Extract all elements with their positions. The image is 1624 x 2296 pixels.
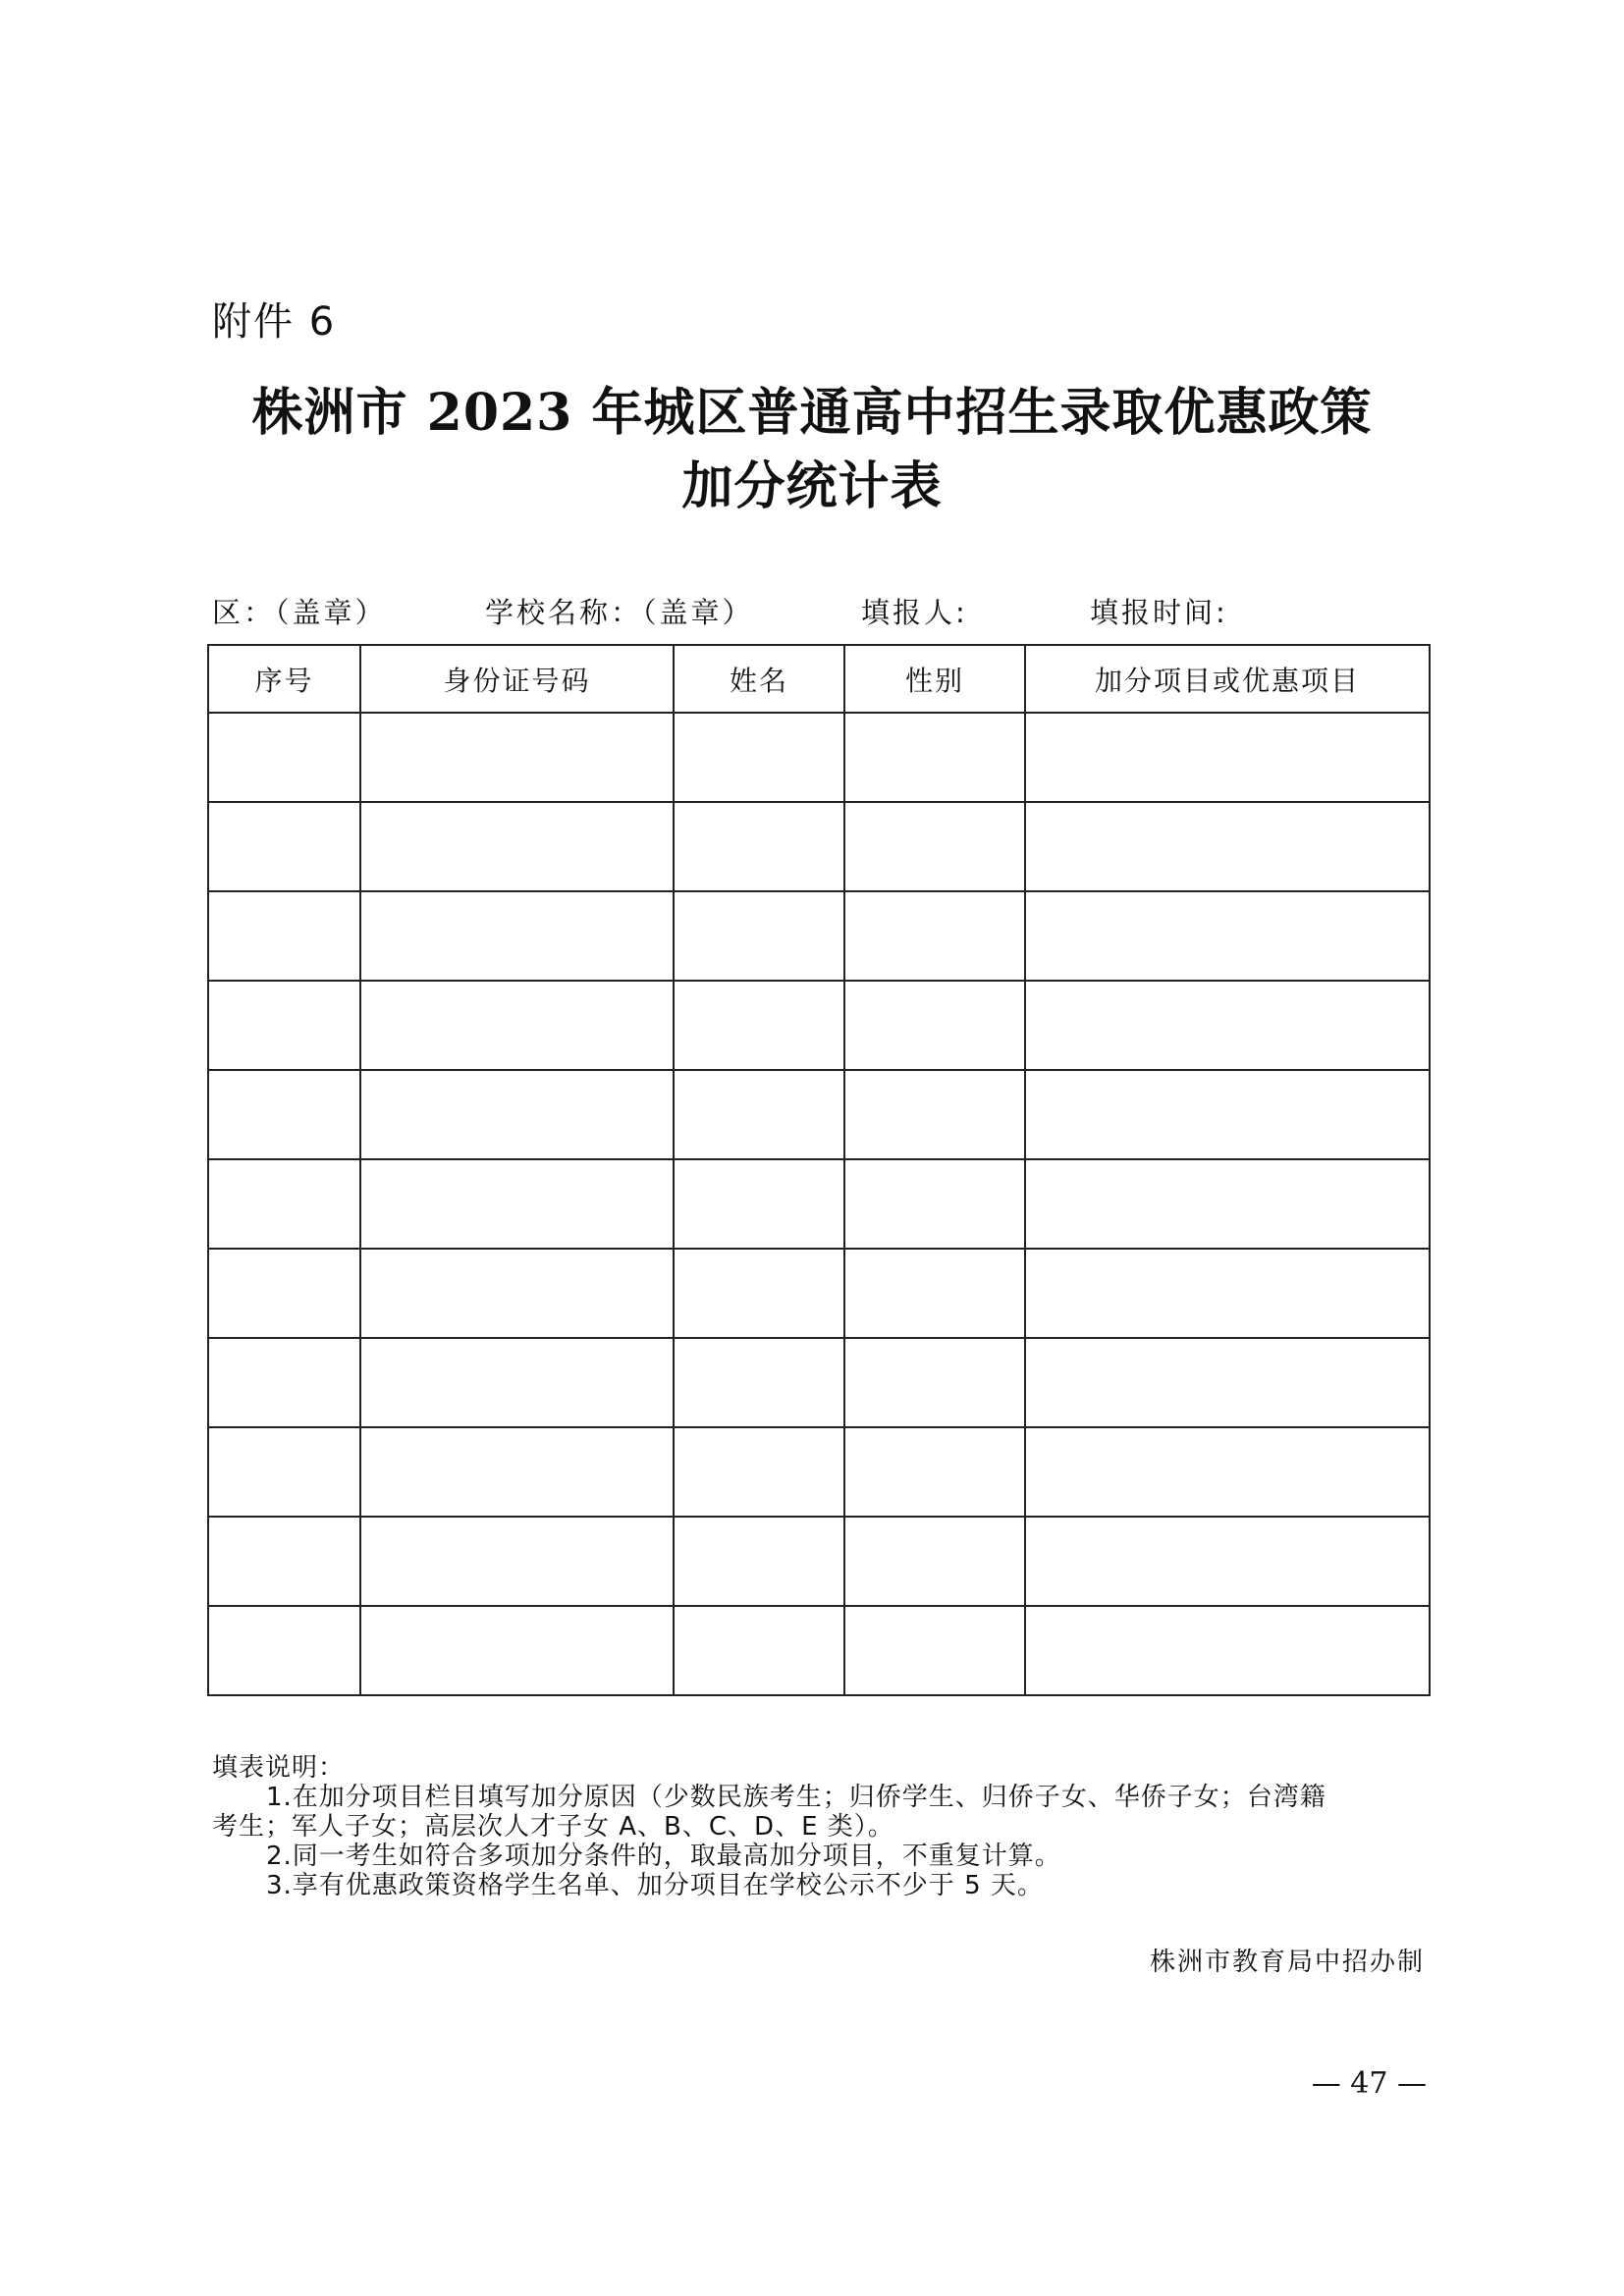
table-cell[interactable] [1025, 1249, 1430, 1338]
table-cell[interactable] [674, 1338, 844, 1427]
document-title-line2: 加分统计表 [681, 456, 943, 516]
annex-label: 附件 6 [212, 299, 337, 345]
statistics-table [207, 644, 1431, 1696]
table-cell[interactable] [674, 1249, 844, 1338]
table-header-row [208, 645, 1430, 713]
instructions-heading: 填表说明： [212, 1753, 346, 1783]
table-cell[interactable] [360, 1517, 674, 1606]
table-cell[interactable] [1025, 1070, 1430, 1159]
header-bonus-item: 加分项目或优惠项目 [1025, 645, 1430, 713]
table-cell[interactable] [360, 1249, 674, 1338]
table-row [208, 1517, 1430, 1606]
instruction-item-2: 2.同一考生如符合多项加分条件的，取最高加分项目，不重复计算。 [266, 1842, 1061, 1871]
table-cell[interactable] [844, 1159, 1025, 1249]
table-cell[interactable] [208, 1606, 360, 1695]
table-cell[interactable] [1025, 981, 1430, 1070]
header-serial-number: 序号 [208, 645, 360, 713]
table-cell[interactable] [208, 1338, 360, 1427]
instruction-item-1-continued: 考生；军人子女；高层次人才子女 A、B、C、D、E 类）。 [212, 1812, 894, 1842]
school-name-field: 学校名称：（盖章） [485, 596, 754, 629]
table-cell[interactable] [360, 713, 674, 802]
table-cell[interactable] [208, 1249, 360, 1338]
table-row [208, 1338, 1430, 1427]
header-id-number: 身份证号码 [360, 645, 674, 713]
table-cell[interactable] [208, 981, 360, 1070]
table-cell[interactable] [208, 1070, 360, 1159]
table-row [208, 981, 1430, 1070]
table-cell[interactable] [360, 1427, 674, 1517]
table-cell[interactable] [674, 802, 844, 891]
table-cell[interactable] [674, 1159, 844, 1249]
table-cell[interactable] [1025, 1606, 1430, 1695]
table-cell[interactable] [844, 802, 1025, 891]
district-field: 区：（盖章） [212, 596, 387, 629]
table-cell[interactable] [1025, 1517, 1430, 1606]
instruction-item-1: 1.在加分项目栏目填写加分原因（少数民族考生；归侨学生、归侨子女、华侨子女；台湾籍 [266, 1783, 1326, 1812]
issuer-label: 株洲市教育局中招办制 [1149, 1948, 1425, 1977]
table-cell[interactable] [674, 981, 844, 1070]
table-cell[interactable] [208, 802, 360, 891]
table-cell[interactable] [360, 1338, 674, 1427]
table-cell[interactable] [1025, 1159, 1430, 1249]
table-cell[interactable] [360, 1159, 674, 1249]
header-gender: 性别 [844, 645, 1025, 713]
table-cell[interactable] [1025, 802, 1430, 891]
table-cell[interactable] [360, 891, 674, 981]
document-title-line1: 株洲市 2023 年城区普通高中招生录取优惠政策 [251, 383, 1373, 443]
table-cell[interactable] [360, 1606, 674, 1695]
table-cell[interactable] [674, 1517, 844, 1606]
table-cell[interactable] [844, 1249, 1025, 1338]
table-cell[interactable] [674, 1427, 844, 1517]
table-cell[interactable] [674, 1606, 844, 1695]
table-body [208, 713, 1430, 1695]
table-cell[interactable] [1025, 891, 1430, 981]
header-name: 姓名 [674, 645, 844, 713]
table-cell[interactable] [844, 713, 1025, 802]
table-row [208, 1427, 1430, 1517]
table-cell[interactable] [674, 1070, 844, 1159]
table-row [208, 891, 1430, 981]
table-row [208, 802, 1430, 891]
table-cell[interactable] [360, 802, 674, 891]
table-row [208, 1159, 1430, 1249]
report-time-field: 填报时间: [1090, 596, 1228, 629]
reporter-field: 填报人: [861, 596, 968, 629]
table-row [208, 713, 1430, 802]
table-cell[interactable] [844, 1427, 1025, 1517]
table-cell[interactable] [844, 981, 1025, 1070]
table-cell[interactable] [208, 1159, 360, 1249]
table-cell[interactable] [208, 1427, 360, 1517]
table-cell[interactable] [844, 1070, 1025, 1159]
table-cell[interactable] [674, 713, 844, 802]
table-cell[interactable] [844, 1517, 1025, 1606]
table-cell[interactable] [844, 1338, 1025, 1427]
table-cell[interactable] [208, 713, 360, 802]
table-cell[interactable] [844, 891, 1025, 981]
fill-instructions [212, 1753, 1430, 1900]
table-cell[interactable] [844, 1606, 1025, 1695]
instruction-item-3: 3.享有优惠政策资格学生名单、加分项目在学校公示不少于 5 天。 [266, 1871, 1044, 1900]
table-cell[interactable] [1025, 1427, 1430, 1517]
table-row [208, 1606, 1430, 1695]
table-cell[interactable] [208, 1517, 360, 1606]
table-cell[interactable] [1025, 1338, 1430, 1427]
table-cell[interactable] [674, 891, 844, 981]
table-cell[interactable] [360, 981, 674, 1070]
table-cell[interactable] [1025, 713, 1430, 802]
page-number: — 47 — [1311, 2066, 1427, 2101]
table-cell[interactable] [360, 1070, 674, 1159]
table-cell[interactable] [208, 891, 360, 981]
table-row [208, 1249, 1430, 1338]
table-row [208, 1070, 1430, 1159]
